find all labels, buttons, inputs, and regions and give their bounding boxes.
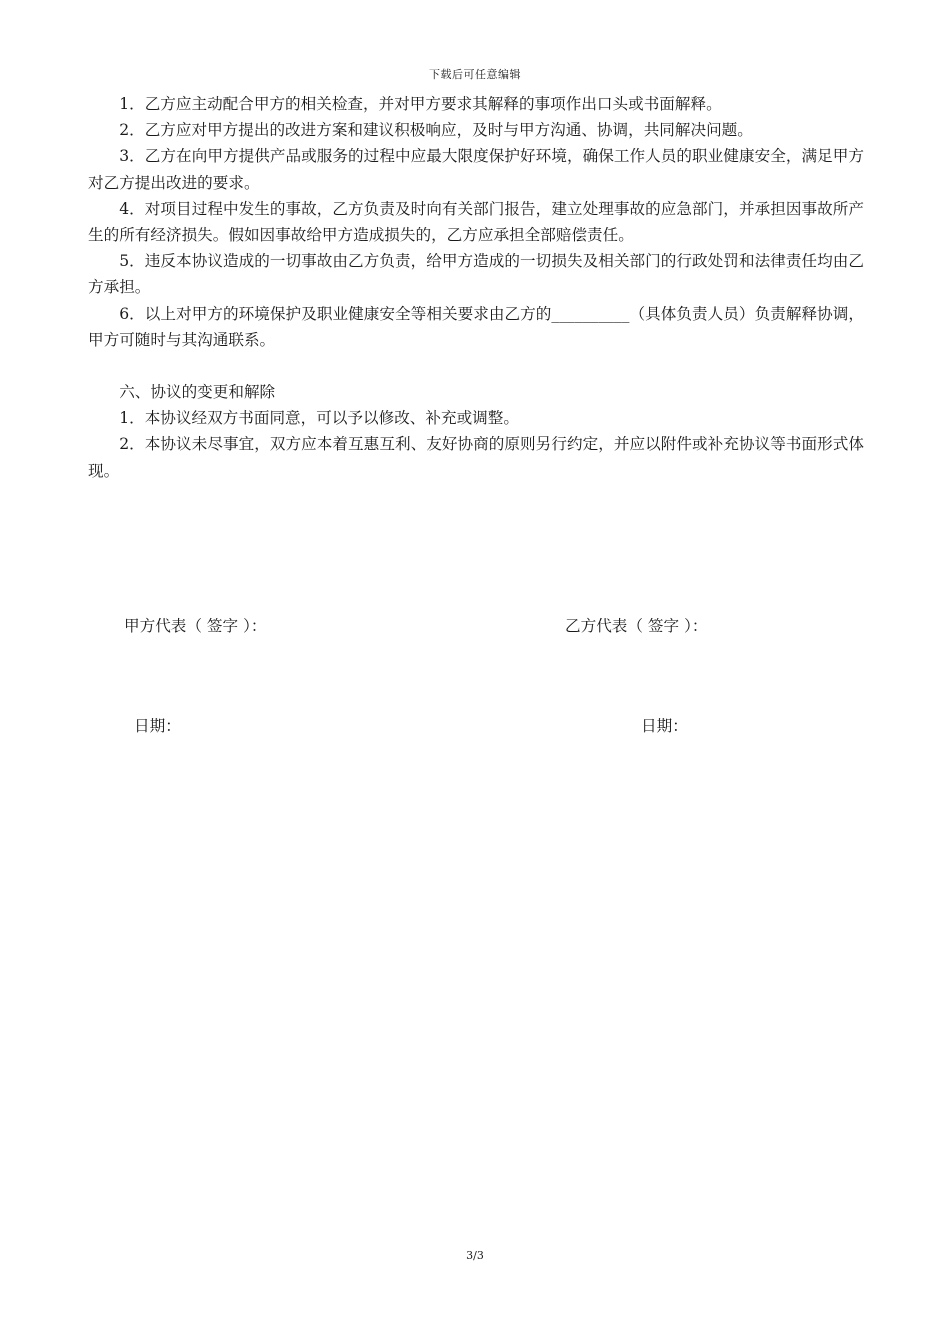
- section-6-item-2: 2．本协议未尽事宜，双方应本着互惠互利、友好协商的原则另行约定，并应以附件或补充协议等书面形式体现。: [88, 435, 864, 480]
- clause-6: 6．以上对甲方的环境保护及职业健康安全等相关要求由乙方的__________（具体负责人员）负责解释协调，甲方可随时与其沟通联系。: [88, 304, 864, 349]
- party-b-date-label: 日期：: [641, 717, 688, 735]
- party-a-date-label: 日期：: [134, 717, 181, 735]
- page-number: 3/3: [466, 1249, 484, 1262]
- section-gap: [88, 353, 864, 379]
- section-6-item-1: 1．本协议经双方书面同意，可以予以修改、补充或调整。: [119, 409, 519, 428]
- clause-1: 1．乙方应主动配合甲方的相关检查，并对甲方要求其解释的事项作出口头或书面解释。: [119, 95, 722, 113]
- agreement-body: [88, 91, 864, 484]
- party-a-signature-label: 甲方代表（ 签字 ）：: [124, 617, 267, 635]
- page-header-note: 下载后可任意编辑: [429, 68, 521, 81]
- party-b-signature-label: 乙方代表（ 签字 ）：: [565, 617, 708, 635]
- section-6-title: 六、协议的变更和解除: [119, 383, 276, 402]
- clause-5: 5．违反本协议造成的一切事故由乙方负责，给甲方造成的一切损失及相关部门的行政处罚和法律责任均由乙方承担。: [88, 252, 864, 297]
- clause-2: 2．乙方应对甲方提出的改进方案和建议积极响应，及时与甲方沟通、协调，共同解决问题。: [119, 121, 753, 140]
- clause-3: 3．乙方在向甲方提供产品或服务的过程中应最大限度保护好环境，确保工作人员的职业健康安全，满足甲方对乙方提出改进的要求。: [88, 147, 864, 192]
- clause-4: 4．对项目过程中发生的事故，乙方负责及时向有关部门报告，建立处理事故的应急部门，并承担因事故所产生的所有经济损失。假如因事故给甲方造成损失的，乙方应承担全部赔偿责任。: [88, 199, 864, 245]
